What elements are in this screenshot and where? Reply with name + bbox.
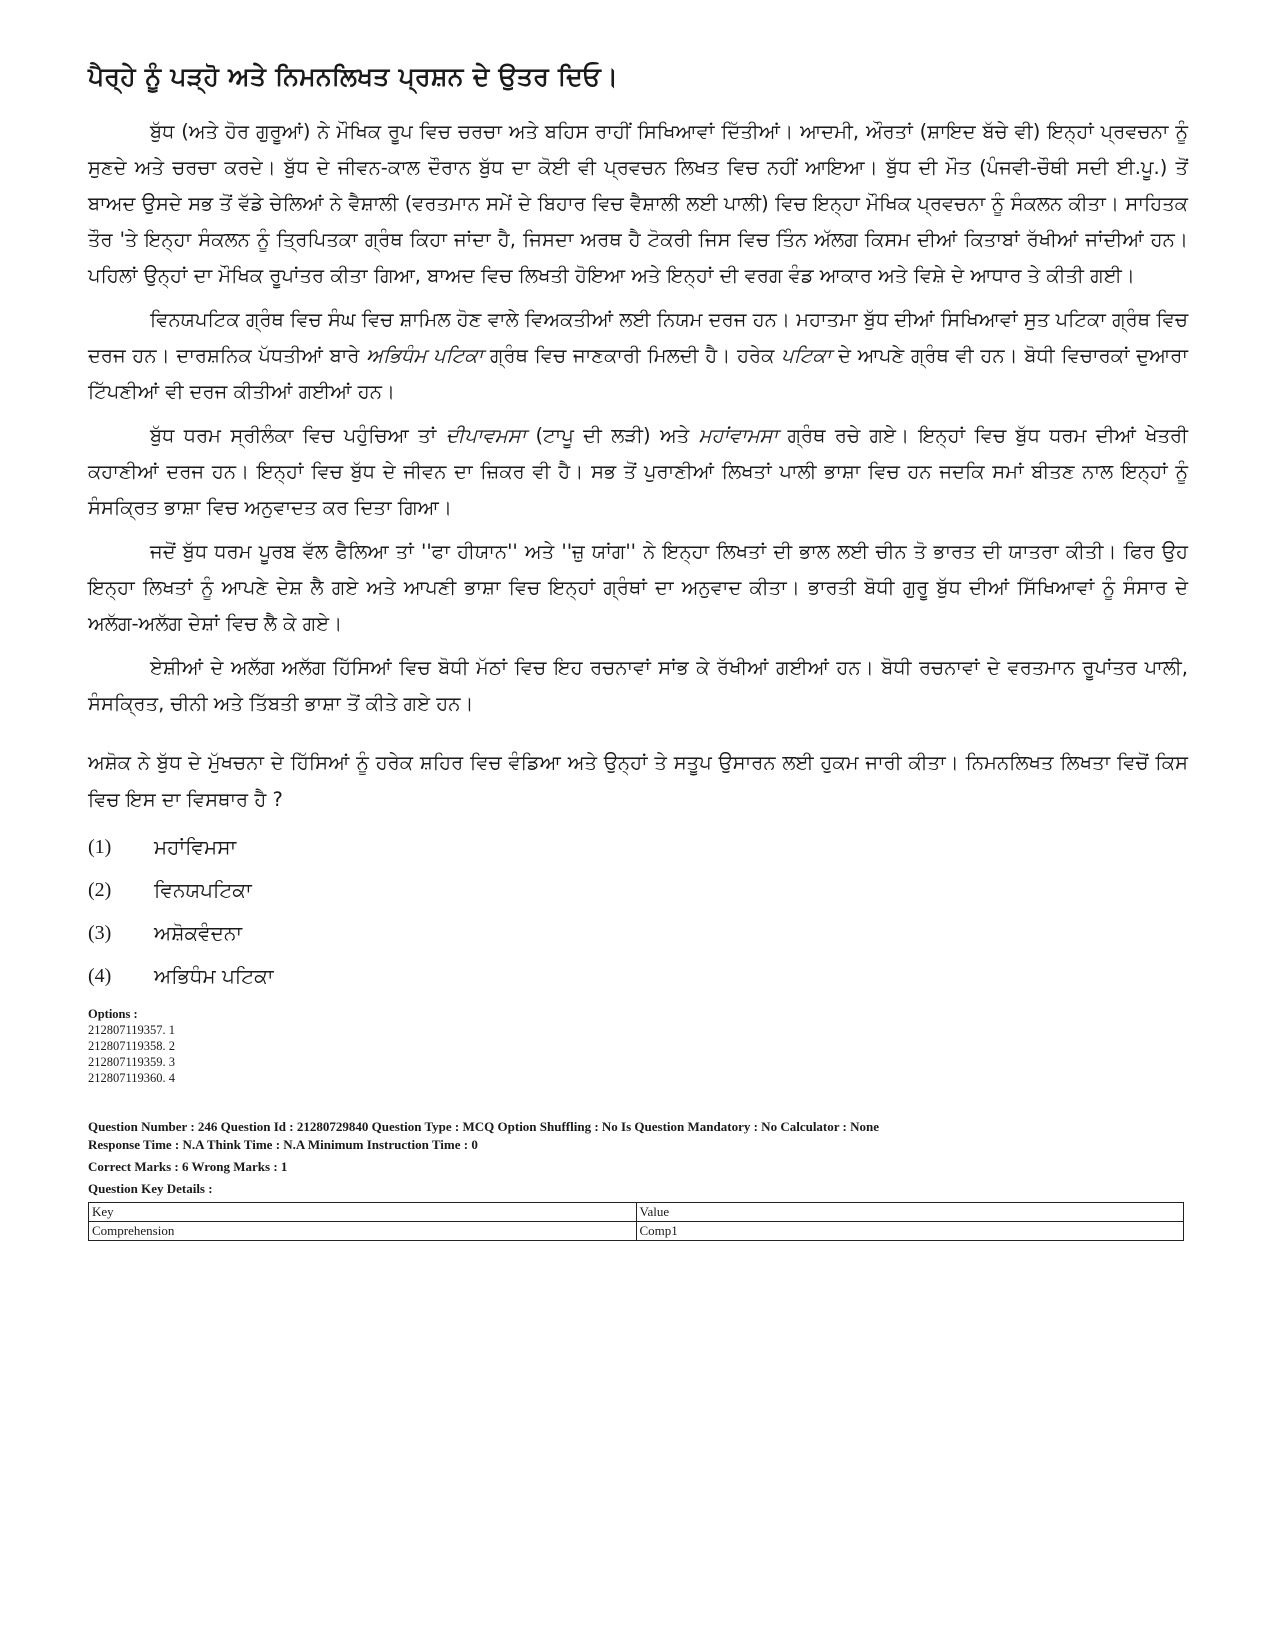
option-id-list <box>88 1022 1188 1086</box>
option-id: 212807119358. 2 <box>88 1039 176 1053</box>
marks-line: Correct Marks : 6 Wrong Marks : 1 <box>88 1159 288 1174</box>
passage-italic-term: ਪਟਿਕਾ <box>781 344 832 367</box>
passage-italic-term: ਅਭਿਧੰਮ ਪਟਿਕਾ <box>366 344 484 367</box>
option-4[interactable] <box>88 955 1188 998</box>
option-number: (4) <box>88 965 112 987</box>
option-number: (3) <box>88 922 112 944</box>
option-text: ਅਸ਼ੋਕਵੰਦਨਾ <box>154 921 243 945</box>
table-header-cell: Key <box>89 1203 637 1222</box>
passage-paragraph-4: ਜਦੋਂ ਬੁੱਧ ਧਰਮ ਪੂਰਬ ਵੱਲ ਫੈਲਿਆ ਤਾਂ ''ਫਾ ਹੀਯਾਨ'' ਅਤੇ ''ਜ਼ੁ ਯਾਂਗ'' ਨੇ ਇਨ੍ਹਾ ਲਿਖਤਾਂ ਦੀ ਭਾਲ ਲਈ ਚੀਨ ਤੋ ਭਾਰਤ ਦੀ ਯਾਤਰਾ ਕੀਤੀ। ਫਿਰ ਉਹ ਇਨ੍ਹਾ ਲਿਖਤਾਂ ਨੂੰ ਆਪਣੇ ਦੇਸ਼ ਲੈ ਗਏ ਅਤੇ ਆਪਣੀ ਭਾਸ਼ਾ ਵਿਚ ਇਨ੍ਹਾਂ ਗ੍ਰੰਥਾਂ ਦਾ ਅਨੁਵਾਦ ਕੀਤਾ। ਭਾਰਤੀ ਬੋਧੀ ਗੁਰੂ ਬੁੱਧ ਦੀਆਂ ਸਿੱਖਿਆਵਾਂ ਨੂੰ ਸੰਸਾਰ ਦੇ ਅਲੱਗ-ਅਲੱਗ ਦੇਸ਼ਾਂ ਵਿਚ ਲੈ ਕੇ ਗਏ। <box>88 540 1188 635</box>
option-list <box>88 826 1188 998</box>
table-cell: Comprehension <box>89 1222 637 1241</box>
option-3[interactable] <box>88 912 1188 955</box>
option-text: ਮਹਾਂਵਿਮਸਾ <box>154 835 237 859</box>
option-1[interactable] <box>88 826 1188 869</box>
option-id: 212807119359. 3 <box>88 1055 176 1069</box>
option-id: 212807119357. 1 <box>88 1023 176 1037</box>
passage-text: ਵਿਨਯਪਟਿਕ ਗ੍ਰੰਥ ਵਿਚ ਸੰਘ ਵਿਚ ਸ਼ਾਮਿਲ ਹੋਣ ਵਾਲੇ ਵਿਅਕਤੀਆਂ ਲਈ ਨਿਯਮ ਦਰਜ ਹਨ। ਮਹਾਤਮਾ ਬੁੱਧ ਦੀਆਂ ਸਿਖਿਆਵਾਂ ਸੁਤ ਪਟਿਕਾ ਗ੍ਰੰਥ ਵਿਚ ਦਰਜ ਹਨ। ਦਾਰਸ਼ਨਿਕ ਪੱਧਤੀਆਂ ਬਾਰੇ <box>88 308 1188 367</box>
question-text: ਅਸ਼ੋਕ ਨੇ ਬੁੱਧ ਦੇ ਮੁੱਖਚਨਾ ਦੇ ਹਿੱਸਿਆਂ ਨੂੰ ਹਰੇਕ ਸ਼ਹਿਰ ਵਿਚ ਵੰਡਿਆ ਅਤੇ ਉਨ੍ਹਾਂ ਤੇ ਸਤੂਪ ਉਸਾਰਨ ਲਈ ਹੁਕਮ ਜਾਰੀ ਕੀਤਾ। ਨਿਮਨਲਿਖਤ ਲਿਖਤਾ ਵਿਚੋਂ ਕਿਸ ਵਿਚ ਇਸ ਦਾ ਵਿਸਥਾਰ ਹੈ ? <box>88 751 1188 811</box>
passage-paragraph-2 <box>88 302 1188 410</box>
passage-paragraph-3 <box>88 418 1188 526</box>
passage-text: ਬੁੱਧ ਧਰਮ ਸ੍ਰੀਲੰਕਾ ਵਿਚ ਪਹੁੰਚਿਆ ਤਾਂ <box>150 424 446 447</box>
key-details-label: Question Key Details : <box>88 1181 213 1196</box>
question-page <box>88 62 1188 1241</box>
question-info <box>88 1120 1188 1196</box>
instruction-heading: ਪੈਰ੍ਹੇ ਨੂੰ ਪੜ੍ਹੋ ਅਤੇ ਨਿਮਨਲਿਖਤ ਪ੍ਰਸ਼ਨ ਦੇ ਉਤਰ ਦਿਓ। <box>88 62 619 91</box>
question-info-line-1: Question Number : 246 Question Id : 21280729840 Question Type : MCQ Option Shuffling : No Is Question Mandatory : No Calculator : None <box>88 1119 880 1134</box>
option-text: ਵਿਨਯਪਟਿਕਾ <box>154 878 252 902</box>
key-details-table <box>88 1202 1184 1241</box>
option-number: (1) <box>88 836 112 858</box>
option-text: ਅਭਿਧੰਮ ਪਟਿਕਾ <box>154 964 274 988</box>
passage-text: ਦੇ ਆਪਣੇ ਗ੍ਰੰਥ ਵੀ ਹਨ। ਬੋਧੀ ਵਿਚਾਰਕਾਂ ਦੁਆਰਾ ਟਿੱਪਣੀਆਂ ਵੀ ਦਰਜ ਕੀਤੀਆਂ ਗਈਆਂ ਹਨ। <box>88 344 1188 403</box>
option-number: (2) <box>88 879 112 901</box>
passage-italic-term: ਦੀਪਾਵਮਸਾ <box>445 424 527 447</box>
question-info-line-2: Response Time : N.A Think Time : N.A Minimum Instruction Time : 0 <box>88 1137 478 1152</box>
passage-text: (ਟਾਪੂ ਦੀ ਲੜੀ) ਅਤੇ <box>526 424 699 447</box>
table-header-row <box>89 1203 1184 1222</box>
passage-text: ਗ੍ਰੰਥ ਰਚੇ ਗਏ। ਇਨ੍ਹਾਂ ਵਿਚ ਬੁੱਧ ਧਰਮ ਦੀਆਂ ਖੇਤਰੀ ਕਹਾਣੀਆਂ ਦਰਜ ਹਨ। ਇਨ੍ਹਾਂ ਵਿਚ ਬੁੱਧ ਦੇ ਜੀਵਨ ਦਾ ਜ਼ਿਕਰ ਵੀ ਹੈ। ਸਭ ਤੋਂ ਪੁਰਾਣੀਆਂ ਲਿਖਤਾਂ ਪਾਲੀ ਭਾਸ਼ਾ ਵਿਚ ਹਨ ਜਦਕਿ ਸਮਾਂ ਬੀਤਣ ਨਾਲ ਇਨ੍ਹਾਂ ਨੂੰ ਸੰਸਕ੍ਰਿਤ ਭਾਸ਼ਾ ਵਿਚ ਅਨੁਵਾਦਤ ਕਰ ਦਿਤਾ ਗਿਆ। <box>88 424 1189 519</box>
table-header-cell: Value <box>636 1203 1184 1222</box>
option-2[interactable] <box>88 869 1188 912</box>
passage-italic-term: ਮਹਾਂਵਾਮਸਾ <box>698 424 779 447</box>
passage-text: ਗ੍ਰੰਥ ਵਿਚ ਜਾਣਕਾਰੀ ਮਿਲਦੀ ਹੈ। ਹਰੇਕ <box>483 344 782 367</box>
passage-paragraph-1: ਬੁੱਧ (ਅਤੇ ਹੋਰ ਗੁਰੂਆਂ) ਨੇ ਮੌਖਿਕ ਰੂਪ ਵਿਚ ਚਰਚਾ ਅਤੇ ਬਹਿਸ ਰਾਹੀਂ ਸਿਖਿਆਵਾਂ ਦਿੱਤੀਆਂ। ਆਦਮੀ, ਔਰਤਾਂ (ਸ਼ਾਇਦ ਬੱਚੇ ਵੀ) ਇਨ੍ਹਾਂ ਪ੍ਰਵਚਨਾ ਨੂੰ ਸੁਣਦੇ ਅਤੇ ਚਰਚਾ ਕਰਦੇ। ਬੁੱਧ ਦੇ ਜੀਵਨ-ਕਾਲ ਦੌਰਾਨ ਬੁੱਧ ਦਾ ਕੋਈ ਵੀ ਪ੍ਰਵਚਨ ਲਿਖਤ ਵਿਚ ਨਹੀਂ ਆਇਆ। ਬੁੱਧ ਦੀ ਮੌਤ (ਪੰਜਵੀ-ਚੌਥੀ ਸਦੀ ਈ.ਪੂ.) ਤੋਂ ਬਾਅਦ ਉਸਦੇ ਸਭ ਤੋਂ ਵੱਡੇ ਚੇਲਿਆਂ ਨੇ ਵੈਸ਼ਾਲੀ (ਵਰਤਮਾਨ ਸਮੇਂ ਦੇ ਬਿਹਾਰ ਵਿਚ ਵੈਸ਼ਾਲੀ ਲਈ ਪਾਲੀ) ਵਿਚ ਇਨ੍ਹਾ ਮੌਖਿਕ ਪ੍ਰਵਚਨਾ ਨੂੰ ਸੰਕਲਨ ਕੀਤਾ। ਸਾਹਿਤਕ ਤੌਰ 'ਤੇ ਇਨ੍ਹਾ ਸੰਕਲਨ ਨੂੰ ਤ੍ਰਿਪਿਤਕਾ ਗ੍ਰੰਥ ਕਿਹਾ ਜਾਂਦਾ ਹੈ, ਜਿਸਦਾ ਅਰਥ ਹੈ ਟੋਕਰੀ ਜਿਸ ਵਿਚ ਤਿੰਨ ਅੱਲਗ ਕਿਸਮ ਦੀਆਂ ਕਿਤਾਬਾਂ ਰੱਖੀਆਂ ਜਾਂਦੀਆਂ ਹਨ। ਪਹਿਲਾਂ ਉਨ੍ਹਾਂ ਦਾ ਮੌਖਿਕ ਰੂਪਾਂਤਰ ਕੀਤਾ ਗਿਆ, ਬਾਅਦ ਵਿਚ ਲਿਖਤੀ ਹੋਇਆ ਅਤੇ ਇਨ੍ਹਾਂ ਦੀ ਵਰਗ ਵੰਡ ਆਕਾਰ ਅਤੇ ਵਿਸ਼ੇ ਦੇ ਆਧਾਰ ਤੇ ਕੀਤੀ ਗਈ। <box>88 120 1188 287</box>
options-label: Options : <box>88 1007 138 1021</box>
option-id: 212807119360. 4 <box>88 1071 176 1085</box>
passage-paragraph-5: ਏਸ਼ੀਆਂ ਦੇ ਅਲੱਗ ਅਲੱਗ ਹਿੱਸਿਆਂ ਵਿਚ ਬੋਧੀ ਮੱਠਾਂ ਵਿਚ ਇਹ ਰਚਨਾਵਾਂ ਸਾਂਭ ਕੇ ਰੱਖੀਆਂ ਗਈਆਂ ਹਨ। ਬੋਧੀ ਰਚਨਾਵਾਂ ਦੇ ਵਰਤਮਾਨ ਰੂਪਾਂਤਰ ਪਾਲੀ, ਸੰਸਕ੍ਰਿਤ, ਚੀਨੀ ਅਤੇ ਤਿੱਬਤੀ ਭਾਸ਼ਾ ਤੋਂ ਕੀਤੇ ਗਏ ਹਨ। <box>88 656 1188 715</box>
table-cell: Comp1 <box>636 1222 1184 1241</box>
table-row <box>89 1222 1184 1241</box>
